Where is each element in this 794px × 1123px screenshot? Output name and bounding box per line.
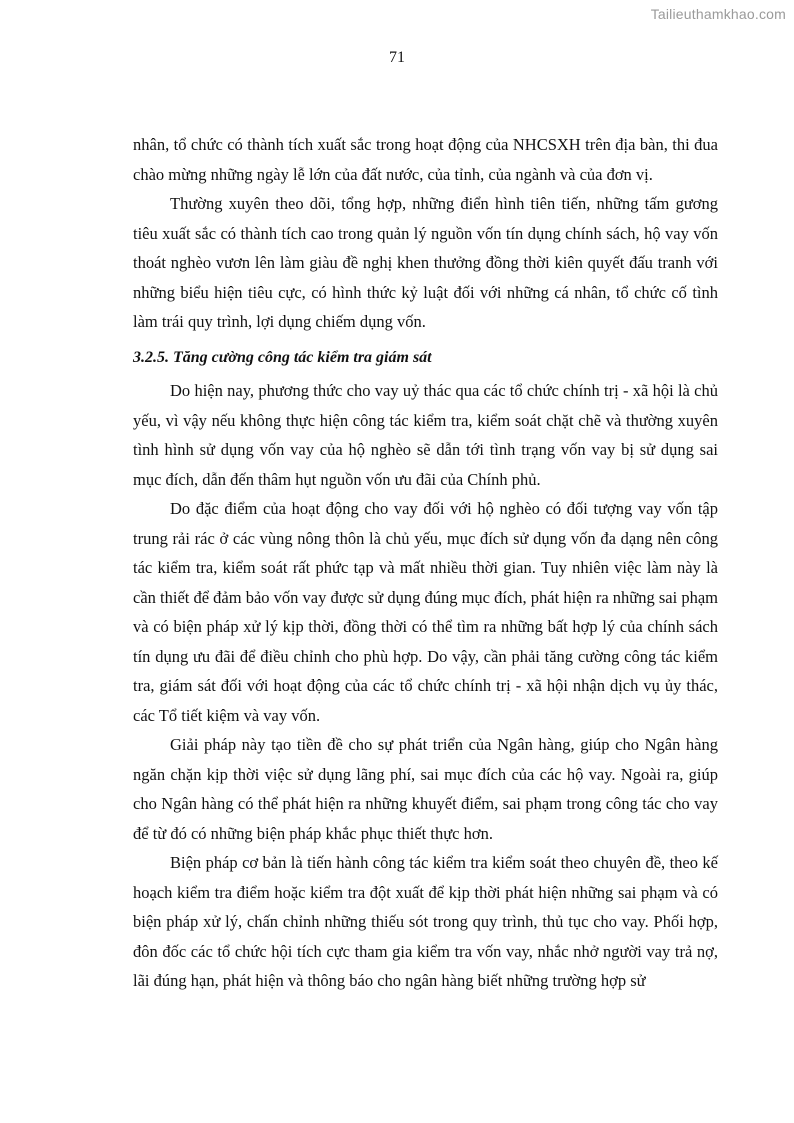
paragraph: Do hiện nay, phương thức cho vay uỷ thác qua các tổ chức chính trị - xã hội là chủ yếu, vì vậy nếu không thực hiện công tác kiểm tra, kiểm soát chặt chẽ và thường xuyên tình hình sử dụng vốn vay của hộ nghèo sẽ dẫn tới tình trạng vốn vay bị sử dụng sai mục đích, dẫn đến thâm hụt nguồn vốn ưu đãi của Chính phủ. (133, 381, 718, 489)
paragraph: nhân, tổ chức có thành tích xuất sắc trong hoạt động của NHCSXH trên địa bàn, thi đua chào mừng những ngày lễ lớn của đất nước, của tỉnh, của ngành và của đơn vị. (133, 135, 718, 184)
paragraph: Do đặc điểm của hoạt động cho vay đối với hộ nghèo có đối tượng vay vốn tập trung rải rác ở các vùng nông thôn là chủ yếu, mục đích sử dụng vốn đa dạng nên công tác kiểm tra, kiểm soát rất phức tạp và mất nhiều thời gian. Tuy nhiên việc làm này là cần thiết để đảm bảo vốn vay được sử dụng đúng mục đích, phát hiện ra những sai phạm và có biện pháp xử lý kịp thời, đồng thời có thể tìm ra những bất hợp lý của chính sách tín dụng ưu đãi để điều chỉnh cho phù hợp. Do vậy, cần phải tăng cường công tác kiểm tra, giám sát đối với hoạt động của các tổ chức chính trị - xã hội nhận dịch vụ ủy thác, các Tổ tiết kiệm và vay vốn. (133, 499, 718, 725)
paragraph: Giải pháp này tạo tiền đề cho sự phát triển của Ngân hàng, giúp cho Ngân hàng ngăn chặn kịp thời việc sử dụng lãng phí, sai mục đích của các hộ vay. Ngoài ra, giúp cho Ngân hàng có thể phát hiện ra những khuyết điểm, sai phạm trong công tác cho vay để từ đó có những biện pháp khắc phục thiết thực hơn. (133, 735, 718, 843)
page-number: 71 (389, 49, 405, 66)
watermark: Tailieuthamkhao.com (650, 6, 786, 22)
paragraph: Biện pháp cơ bản là tiến hành công tác kiểm tra kiểm soát theo chuyên đề, theo kế hoạch kiểm tra điểm hoặc kiểm tra đột xuất để kịp thời phát hiện những sai phạm và có biện pháp xử lý, chấn chỉnh những thiếu sót trong quy trình, thủ tục cho vay. Phối hợp, đôn đốc các tổ chức hội tích cực tham gia kiểm tra vốn vay, nhắc nhở người vay trả nợ, lãi đúng hạn, phát hiện và thông báo cho ngân hàng biết những trường hợp sử (133, 853, 718, 990)
paragraph: Thường xuyên theo dõi, tổng hợp, những điển hình tiên tiến, những tấm gương tiêu xuất sắc có thành tích cao trong quản lý nguồn vốn tín dụng chính sách, hộ vay vốn thoát nghèo vươn lên làm giàu đề nghị khen thưởng đồng thời kiên quyết đấu tranh với những biểu hiện tiêu cực, có hình thức kỷ luật đối với những cá nhân, tổ chức cố tình làm trái quy trình, lợi dụng chiếm dụng vốn. (133, 194, 718, 331)
document-body (133, 130, 718, 996)
section-heading: 3.2.5. Tăng cường công tác kiểm tra giám sát (133, 348, 432, 366)
